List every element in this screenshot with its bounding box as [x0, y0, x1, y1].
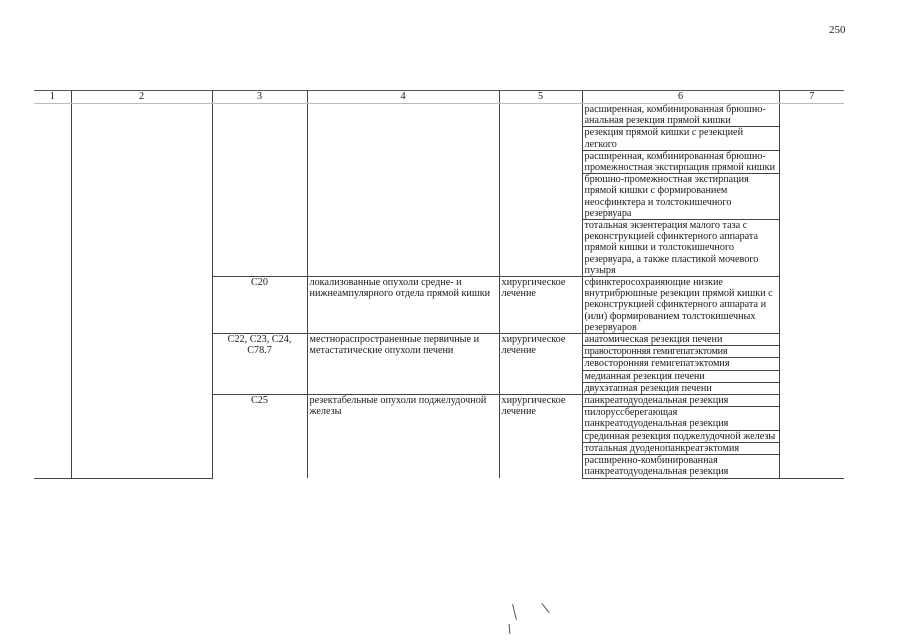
- page-number: 250: [829, 24, 846, 36]
- scan-mark: [541, 603, 549, 613]
- table-row: [34, 277, 844, 334]
- operation-cell: срединная резекция поджелудочной железы: [582, 430, 779, 442]
- column-number-row: [34, 91, 844, 104]
- operation-cell: резекция прямой кишки с резекцией легкого: [582, 127, 779, 150]
- operation-cell: сфинктеросохраняющие низкие внутрибрюшные резекции прямой кишки с реконструкцией сфинктерного аппарата и (или) формированием толстокишечных резервуаров: [582, 277, 779, 334]
- column-number-5: 5: [499, 91, 582, 104]
- condition-cell: резектабельные опухоли поджелудочной железы: [307, 395, 499, 478]
- table-row: [34, 174, 844, 220]
- treatment-cell: хирургическое лечение: [499, 395, 582, 478]
- operation-cell: двухэтапная резекция печени: [582, 382, 779, 394]
- procedures-table: [34, 90, 844, 479]
- operation-cell: анатомическая резекция печени: [582, 334, 779, 346]
- operation-cell: медианная резекция печени: [582, 370, 779, 382]
- table-row: [34, 127, 844, 150]
- icd-code-cell: C25: [212, 395, 307, 478]
- column-number-6: 6: [582, 91, 779, 104]
- column-number-7: 7: [779, 91, 844, 104]
- operation-cell: расширенно-комбинированная панкреатодуоденальная резекция: [582, 455, 779, 478]
- scan-mark: [509, 624, 511, 634]
- operation-cell: тотальная дуоденопанкреатэктомия: [582, 442, 779, 454]
- operation-cell: тотальная экзентерация малого таза с реконструкцией сфинктерного аппарата прямой кишки и толстокишечного резервуара, а также пластикой мочевого пузыря: [582, 220, 779, 277]
- treatment-cell: хирургическое лечение: [499, 334, 582, 395]
- operation-cell: пилоруссберегающая панкреатодуоденальная резекция: [582, 407, 779, 430]
- operation-cell: панкреатодуоденальная резекция: [582, 395, 779, 407]
- scan-mark: [512, 604, 517, 620]
- operation-cell: брюшно-промежностная экстирпация прямой кишки с формированием неосфинктера и толстокишечного резервуара: [582, 174, 779, 220]
- column-number-3: 3: [212, 91, 307, 104]
- operation-cell: правосторонняя гемигепатэктомия: [582, 346, 779, 358]
- operation-cell: расширенная, комбинированная брюшно-промежностная экстирпация прямой кишки: [582, 150, 779, 173]
- operation-cell: расширенная, комбинированная брюшно-анальная резекция прямой кишки: [582, 104, 779, 127]
- column-number-4: 4: [307, 91, 499, 104]
- icd-code-cell: C22, C23, C24, C78.7: [212, 334, 307, 395]
- treatment-cell: хирургическое лечение: [499, 277, 582, 334]
- operation-cell: левосторонняя гемигепатэктомия: [582, 358, 779, 370]
- table-row: [34, 104, 844, 127]
- icd-code-cell: C20: [212, 277, 307, 334]
- table-row: [34, 334, 844, 346]
- condition-cell: местнораспространенные первичные и метастатические опухоли печени: [307, 334, 499, 395]
- table-row: [34, 220, 844, 277]
- table-row: [34, 150, 844, 173]
- table-row: [34, 395, 844, 407]
- column-number-2: 2: [71, 91, 212, 104]
- column-number-1: 1: [34, 91, 71, 104]
- condition-cell: локализованные опухоли средне- и нижнеампулярного отдела прямой кишки: [307, 277, 499, 334]
